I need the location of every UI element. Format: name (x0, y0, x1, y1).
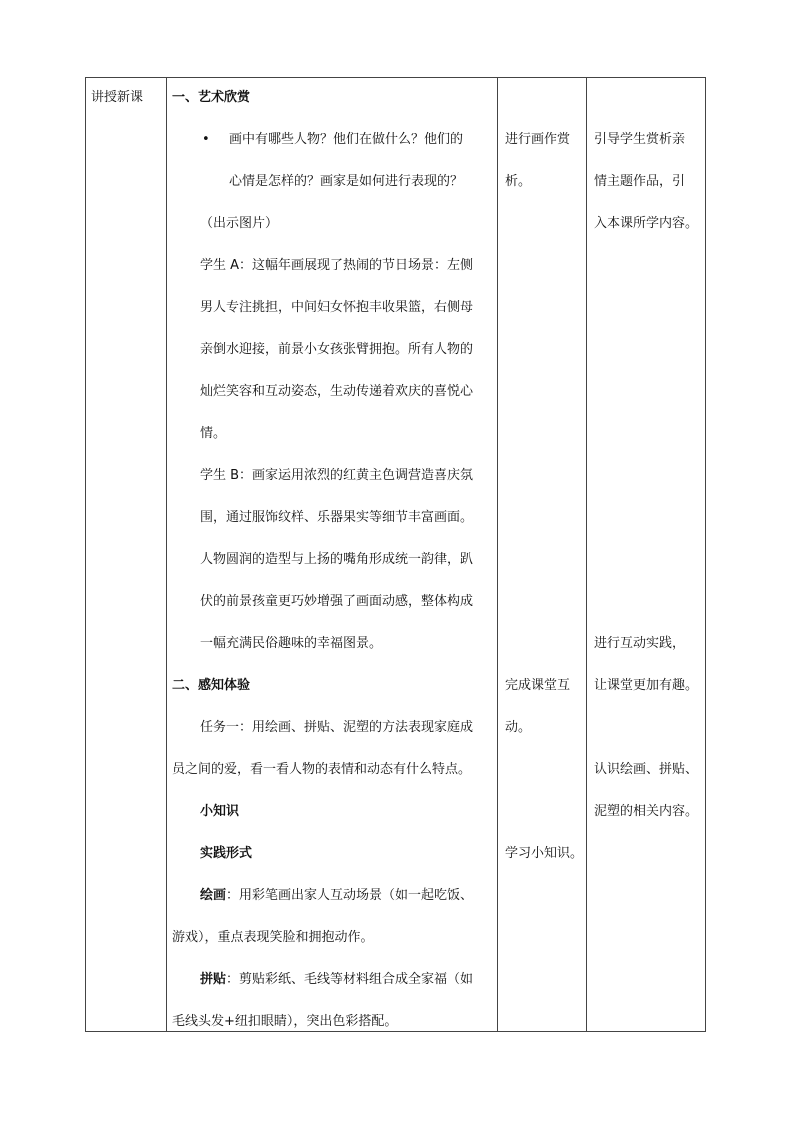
table-col-divider-3 (586, 77, 587, 1032)
table-border-right (705, 77, 706, 1032)
section-label: 讲授新课 (91, 90, 144, 105)
task-line-1: 任务一：用绘画、拼贴、泥塑的方法表现家庭成 (200, 720, 474, 735)
task-line-2: 员之间的爱，看一看人物的表情和动态有什么特点。 (172, 762, 472, 777)
student-b-line-5: 一幅充满民俗趣味的幸福图景。 (200, 636, 383, 651)
question-line-1: 画中有哪些人物？他们在做什么？他们的 (229, 132, 464, 147)
student-a-line-4: 灿烂笑容和互动姿态，生动传递着欢庆的喜悦心 (200, 384, 474, 399)
student-activity-1-line-2: 析。 (505, 174, 532, 189)
drawing-text: ：用彩笔画出家人互动场景（如一起吃饭、 (226, 888, 474, 903)
student-b-line-1: 学生 B：画家运用浓烈的红黄主色调营造喜庆氛 (200, 468, 474, 483)
heading-perception-experience: 二、感知体验 (172, 678, 251, 693)
student-activity-3: 学习小知识。 (505, 846, 584, 861)
collage-line-2: 毛线头发+纽扣眼睛），突出色彩搭配。 (172, 1014, 398, 1029)
collage-label: 拼贴 (200, 972, 227, 987)
show-picture-note: （出示图片） (200, 216, 279, 231)
question-line-2: 心情是怎样的？画家是如何进行表现的？ (229, 174, 464, 189)
bullet-icon: • (202, 132, 210, 147)
student-b-line-4: 伏的前景孩童更巧妙增强了画面动感，整体构成 (200, 594, 474, 609)
student-a-line-2: 男人专注挑担，中间妇女怀抱丰收果篮，右侧母 (200, 300, 474, 315)
student-activity-2-line-2: 动。 (505, 720, 532, 735)
student-a-line-3: 亲倒水迎接，前景小女孩张臂拥抱。所有人物的 (200, 342, 474, 357)
table-border-top (85, 77, 706, 78)
drawing-label: 绘画 (200, 888, 227, 903)
design-intent-1-line-3: 入本课所学内容。 (594, 216, 699, 231)
table-border-bottom (85, 1031, 706, 1032)
collage-text: ：剪贴彩纸、毛线等材料组合成全家福（如 (226, 972, 474, 987)
drawing-line-2: 游戏），重点表现笑脸和拥抱动作。 (172, 930, 374, 945)
table-border-left (85, 77, 86, 1032)
table-col-divider-1 (166, 77, 167, 1032)
student-b-line-2: 围，通过服饰纹样、乐器果实等细节丰富画面。 (200, 510, 474, 525)
design-intent-3-line-1: 认识绘画、拼贴、 (594, 762, 699, 777)
student-activity-2-line-1: 完成课堂互 (505, 678, 571, 693)
design-intent-1-line-2: 情主题作品，引 (594, 174, 686, 189)
design-intent-2-line-2: 让课堂更加有趣。 (594, 678, 699, 693)
student-activity-1-line-1: 进行画作赏 (505, 132, 571, 147)
table-col-divider-2 (497, 77, 498, 1032)
practice-title: 实践形式 (200, 846, 253, 861)
collage-line-1 (200, 971, 473, 989)
design-intent-2-line-1: 进行互动实践， (594, 636, 686, 651)
heading-art-appreciation: 一、艺术欣赏 (172, 90, 251, 105)
design-intent-1-line-1: 引导学生赏析亲 (594, 132, 686, 147)
design-intent-3-line-2: 泥塑的相关内容。 (594, 804, 699, 819)
student-b-line-3: 人物圆润的造型与上扬的嘴角形成统一韵律，趴 (200, 552, 474, 567)
tip-title: 小知识 (200, 804, 240, 819)
student-a-line-5: 情。 (200, 426, 227, 441)
student-a-line-1: 学生 A：这幅年画展现了热闹的节日场景：左侧 (200, 258, 474, 273)
drawing-line-1 (200, 887, 473, 905)
